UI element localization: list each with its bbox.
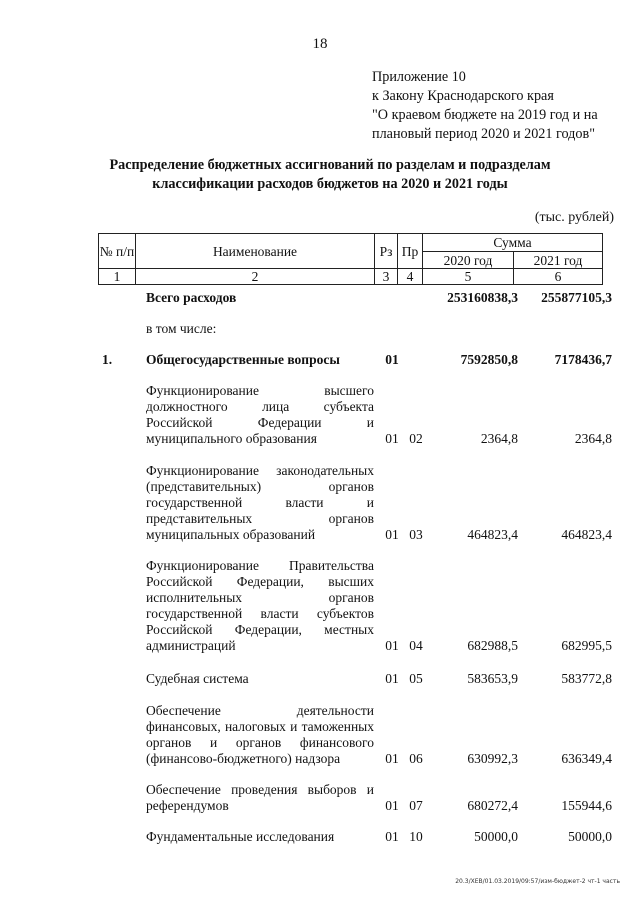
section-2020: 7592850,8: [460, 352, 518, 367]
row-2021: 155944,6: [561, 798, 612, 813]
row-name: Функционирование высшего должностного лица субъекта Российской Федерации и муниципального образования: [146, 383, 374, 446]
section-number: 1.: [102, 352, 113, 367]
row-2021: 464823,4: [561, 527, 612, 542]
header-pr: Пр: [398, 234, 423, 269]
row-2020: 2364,8: [480, 431, 518, 446]
header-2021: 2021 год: [514, 252, 603, 269]
row-2020: 680272,4: [467, 798, 518, 813]
row-2021: 682995,5: [561, 638, 612, 653]
row-2021: 50000,0: [568, 829, 612, 844]
row-2020: 50000,0: [474, 829, 518, 844]
row-rz: 01: [385, 638, 399, 653]
header-index: 5: [423, 269, 514, 285]
header-index: 4: [398, 269, 423, 285]
header-num: № п/п: [99, 234, 136, 269]
total-label: Всего расходов: [146, 290, 237, 305]
row-2020: 682988,5: [467, 638, 518, 653]
section-rz: 01: [385, 352, 399, 367]
row-rz: 01: [385, 829, 399, 844]
row-rz: 01: [385, 798, 399, 813]
header-index: 3: [375, 269, 398, 285]
document-title: [40, 156, 620, 194]
row-name: Функционирование законодательных (представительных) органов государственной власти и представительных органов муниципальных образований: [146, 463, 374, 542]
title-line: Распределение бюджетных ассигнований по разделам и подразделам: [109, 157, 551, 173]
page-number: 18: [312, 36, 328, 52]
header-index: 2: [136, 269, 375, 285]
row-rz: 01: [385, 431, 399, 446]
title-line: классификации расходов бюджетов на 2020 и 2021 годы: [152, 176, 508, 192]
row-name: Функционирование Правительства Российской Федерации, высших исполнительных органов государственной власти субъектов Российской Федерации, местных администраций: [146, 558, 374, 653]
row-pr: 04: [409, 638, 423, 653]
header-2020: 2020 год: [423, 252, 514, 269]
total-2020: 253160838,3: [447, 290, 518, 305]
header-sum: Сумма: [423, 234, 603, 252]
row-pr: 10: [409, 829, 423, 844]
row-2020: 464823,4: [467, 527, 518, 542]
row-pr: 02: [409, 431, 423, 446]
header-index: 6: [514, 269, 603, 285]
row-2020: 630992,3: [467, 751, 518, 766]
row-name: Обеспечение проведения выборов и референдумов: [146, 782, 374, 813]
row-rz: 01: [385, 751, 399, 766]
appendix-line: к Закону Краснодарского края: [372, 88, 554, 104]
header-rz: Рз: [375, 234, 398, 269]
row-2021: 636349,4: [561, 751, 612, 766]
table-header: [98, 233, 603, 285]
units-label: (тыс. рублей): [534, 210, 614, 225]
section-2021: 7178436,7: [554, 352, 612, 367]
row-rz: 01: [385, 671, 399, 686]
appendix-line: плановый период 2020 и 2021 годов": [372, 126, 595, 142]
row-2021: 2364,8: [574, 431, 612, 446]
row-name: Фундаментальные исследования: [146, 829, 335, 844]
row-2020: 583653,9: [467, 671, 518, 686]
including-label: в том числе:: [146, 321, 217, 336]
row-pr: 06: [409, 751, 423, 766]
header-name: Наименование: [136, 234, 375, 269]
section-name: Общегосударственные вопросы: [146, 352, 340, 367]
row-2021: 583772,8: [561, 671, 612, 686]
row-rz: 01: [385, 527, 399, 542]
appendix-line: "О краевом бюджете на 2019 год и на: [372, 107, 598, 123]
footer-stamp: 20.3/XEB/01.03.2019/09:57/изм-бюджет-2 чт-1 часть: [455, 878, 620, 885]
row-pr: 03: [409, 527, 423, 542]
row-pr: 05: [409, 671, 423, 686]
row-pr: 07: [409, 798, 423, 813]
total-2021: 255877105,3: [541, 290, 612, 305]
appendix-line: Приложение 10: [372, 69, 466, 85]
appendix-block: [372, 68, 598, 144]
header-index: 1: [99, 269, 136, 285]
row-name: Обеспечение деятельности финансовых, налоговых и таможенных органов и органов финансового (финансово-бюджетного) надзора: [146, 703, 374, 766]
row-name: Судебная система: [146, 671, 249, 686]
